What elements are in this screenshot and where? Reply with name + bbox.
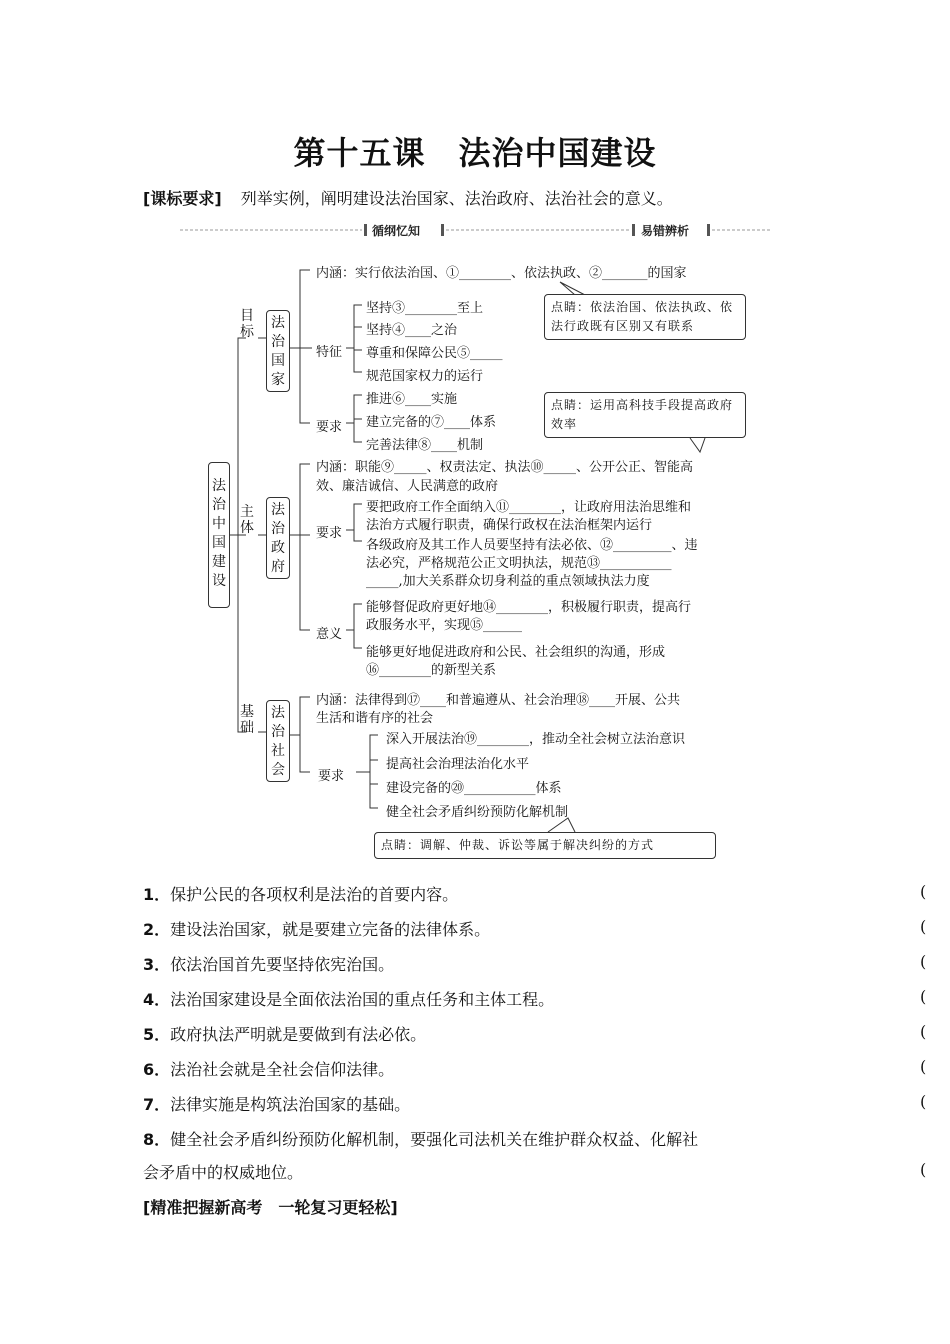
statement-7	[143, 1092, 410, 1115]
state-connotation: 内涵：实行依法治国、①________、依法执政、②_______的国家	[316, 266, 687, 281]
statement-4-number: 4．	[143, 990, 171, 1009]
society-node-label: 法治社会	[271, 705, 285, 778]
state-feature-label: 特征	[316, 345, 343, 360]
society-req-4: 健全社会矛盾纠纷预防化解机制	[386, 805, 569, 820]
statement-5-number: 5．	[143, 1025, 171, 1044]
answer-paren-8[interactable]: (	[920, 1160, 927, 1179]
govt-connotation-1: 内涵：职能⑨_____、权责法定、执法⑩_____、公开公正、智能高	[316, 460, 694, 475]
requirement-text: 列举实例，阐明建设法治国家、法治政府、法治社会的意义。	[240, 189, 673, 208]
society-connotation-2: 生活和谐有序的社会	[316, 711, 434, 726]
statement-1	[143, 882, 458, 905]
statement-5-text: 政府执法严明就是要做到有法必依。	[170, 1025, 427, 1044]
statement-6-text: 法治社会就是全社会信仰法律。	[170, 1060, 395, 1079]
state-feature-1: 坚持③________至上	[366, 301, 484, 316]
govt-sig2-line2: ⑯________的新型关系	[366, 663, 497, 678]
statement-8-text: 健全社会矛盾纠纷预防化解机制，要强化司法机关在维护群众权益、化解社	[170, 1130, 699, 1149]
society-req-2: 提高社会治理法治化水平	[386, 757, 530, 772]
society-req-1: 深入开展法治⑲________，推动全社会树立法治意识	[386, 732, 686, 747]
answer-paren-5[interactable]: (	[920, 1022, 927, 1041]
statement-4	[143, 987, 554, 1010]
society-req-3: 建设完备的⑳___________体系	[386, 781, 562, 796]
statement-3-number: 3．	[143, 955, 171, 974]
branch-main-label: 主体	[240, 504, 254, 536]
section-header-left: 循纲忆知	[372, 224, 421, 238]
statement-1-text: 保护公民的各项权利是法治的首要内容。	[170, 885, 459, 904]
govt-sig-label: 意义	[316, 627, 343, 642]
page-title: 第十五课 法治中国建设	[293, 134, 657, 172]
statement-3-text: 依法治国首先要坚持依宪治国。	[170, 955, 395, 974]
govt-node	[266, 497, 290, 579]
statement-6	[143, 1057, 394, 1080]
govt-connotation-2: 效、廉洁诚信、人民满意的政府	[316, 479, 499, 494]
statement-8-number: 8．	[143, 1130, 171, 1149]
statement-2-number: 2．	[143, 920, 171, 939]
statement-7-number: 7．	[143, 1095, 171, 1114]
state-req-1: 推进⑥____实施	[366, 392, 458, 407]
root-node	[208, 462, 230, 608]
govt-req1-line2: 法治方式履行职责，确保行政权在法治框架内运行	[366, 518, 653, 533]
statement-2-text: 建设法治国家，就是要建立完备的法律体系。	[170, 920, 491, 939]
statement-4-text: 法治国家建设是全面依法治国的重点任务和主体工程。	[170, 990, 555, 1009]
govt-req2-line2: 法必究，严格规范公正文明执法，规范⑬___________	[366, 556, 672, 571]
statement-5	[143, 1022, 426, 1045]
state-node	[266, 310, 290, 392]
branch-base-label: 基础	[240, 704, 254, 736]
govt-req-label: 要求	[316, 526, 343, 541]
govt-req1-line1: 要把政府工作全面纳入⑪________，让政府用法治思维和	[366, 500, 692, 515]
govt-req2-line3: _____,加大关系群众切身利益的重点领域执法力度	[366, 574, 650, 589]
answer-paren-6[interactable]: (	[920, 1057, 927, 1076]
govt-req2-line1: 各级政府及其工作人员要坚持有法必依、⑫_________、违	[366, 538, 698, 553]
state-node-label: 法治国家	[271, 315, 285, 388]
state-req-2: 建立完备的⑦____体系	[366, 415, 497, 430]
statement-6-number: 6．	[143, 1060, 171, 1079]
state-req-label: 要求	[316, 420, 343, 435]
statement-3	[143, 952, 394, 975]
statement-8-continued: 会矛盾中的权威地位。	[143, 1163, 304, 1182]
society-node	[266, 700, 290, 782]
answer-paren-2[interactable]: (	[920, 917, 927, 936]
state-feature-3: 尊重和保障公民⑤_____	[366, 346, 503, 361]
answer-paren-4[interactable]: (	[920, 987, 927, 1006]
answer-paren-3[interactable]: (	[920, 952, 927, 971]
society-req-label: 要求	[318, 769, 345, 784]
govt-node-label: 法治政府	[271, 502, 285, 575]
statement-7-text: 法律实施是构筑法治国家的基础。	[170, 1095, 411, 1114]
statement-1-number: 1．	[143, 885, 171, 904]
answer-paren-7[interactable]: (	[920, 1092, 927, 1111]
root-node-label: 法治中国建设	[212, 478, 226, 589]
state-req-3: 完善法律⑧____机制	[366, 438, 484, 453]
requirement-label: [课标要求]	[143, 189, 222, 208]
statement-8	[143, 1127, 698, 1150]
govt-sig1-line2: 政服务水平，实现⑮______	[366, 618, 523, 633]
branch-target-label: 目标	[240, 308, 254, 340]
note-box-3: 点睛：调解、仲裁、诉讼等属于解决纠纷的方式	[374, 832, 716, 859]
answer-paren-1[interactable]: (	[920, 882, 927, 901]
statement-2	[143, 917, 490, 940]
state-feature-4: 规范国家权力的运行	[366, 369, 484, 384]
society-connotation-1: 内涵：法律得到⑰____和普遍遵从、社会治理⑱____开展、公共	[316, 693, 681, 708]
section-header-right: 易错辨析	[641, 224, 690, 238]
note-box-1: 点睛：依法治国、依法执政、依法行政既有区别又有联系	[544, 294, 746, 340]
govt-sig2-line1: 能够更好地促进政府和公民、社会组织的沟通，形成	[366, 645, 666, 660]
govt-sig1-line1: 能够督促政府更好地⑭________，积极履行职责，提高行	[366, 600, 692, 615]
note-box-2: 点睛：运用高科技手段提高政府效率	[544, 392, 746, 438]
footer-banner: [精准把握新高考 一轮复习更轻松]	[143, 1198, 398, 1217]
state-feature-2: 坚持④____之治	[366, 323, 458, 338]
